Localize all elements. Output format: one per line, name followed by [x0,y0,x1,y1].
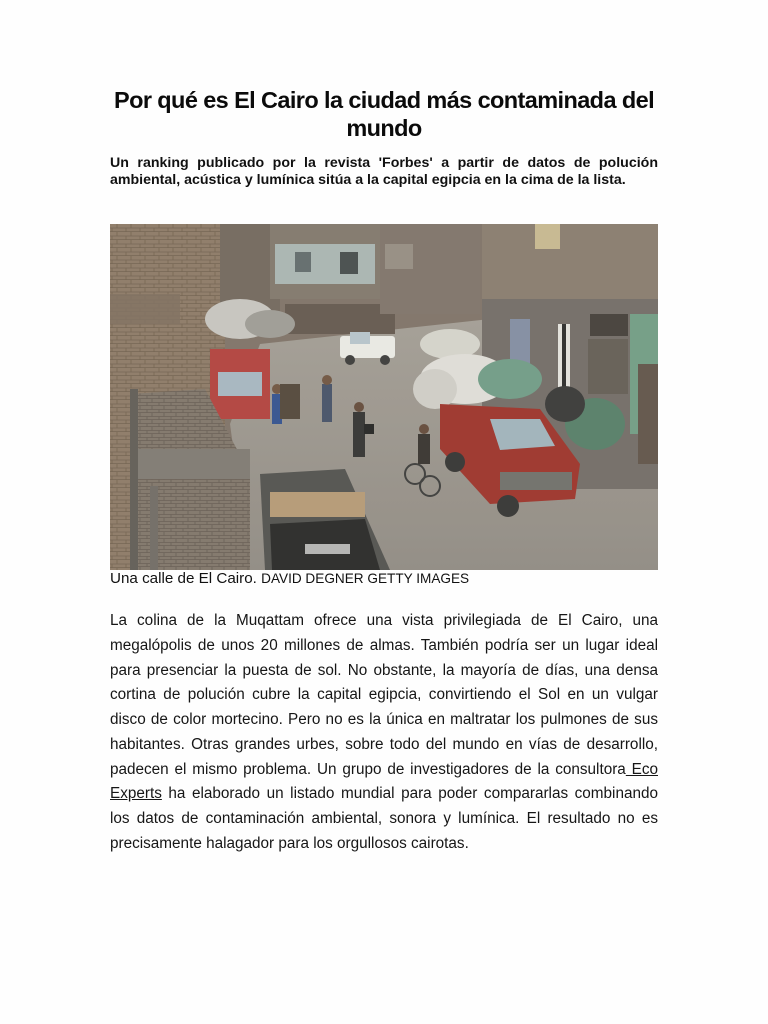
body-text-before-link: La colina de la Muqattam ofrece una vista privilegiada de El Cairo, una megalópolis de unos 20 millones de almas. También podría ser un lugar ideal para presenciar la puesta de sol. No obstante, la mayoría de días, una densa cortina de polución cubre la capital egipcia, convirtiendo el Sol en un vulgar disco de color mortecino. Pero no es la única en maltratar los pulmones de sus habitantes. Otras grandes urbes, sobre todo del mundo en vías de desarrollo, padecen el mismo problema. Un grupo de investigadores de la consultora [110,612,658,778]
article-body-paragraph [110,609,658,857]
street-photo-illustration [110,224,658,570]
caption-text: Una calle de El Cairo. [110,570,257,587]
photo-credit: DAVID DEGNER GETTY IMAGES [261,571,470,586]
article-lede: Un ranking publicado por la revista 'Forbes' a partir de datos de polución ambiental, acústica y lumínica sitúa a la capital egipcia en la cima de la lista. [110,155,658,189]
article-title: Por qué es El Cairo la ciudad más contaminada del mundo [114,87,654,141]
body-text-after-link: ha elaborado un listado mundial para poder compararlas combinando los datos de contaminación ambiental, sonora y lumínica. El resultado no es precisamente halagador para los orgullosos cairotas. [110,785,658,852]
photo-caption [110,569,670,589]
eco-experts-link[interactable]: Eco Experts [110,760,658,803]
article-photo [110,224,658,570]
